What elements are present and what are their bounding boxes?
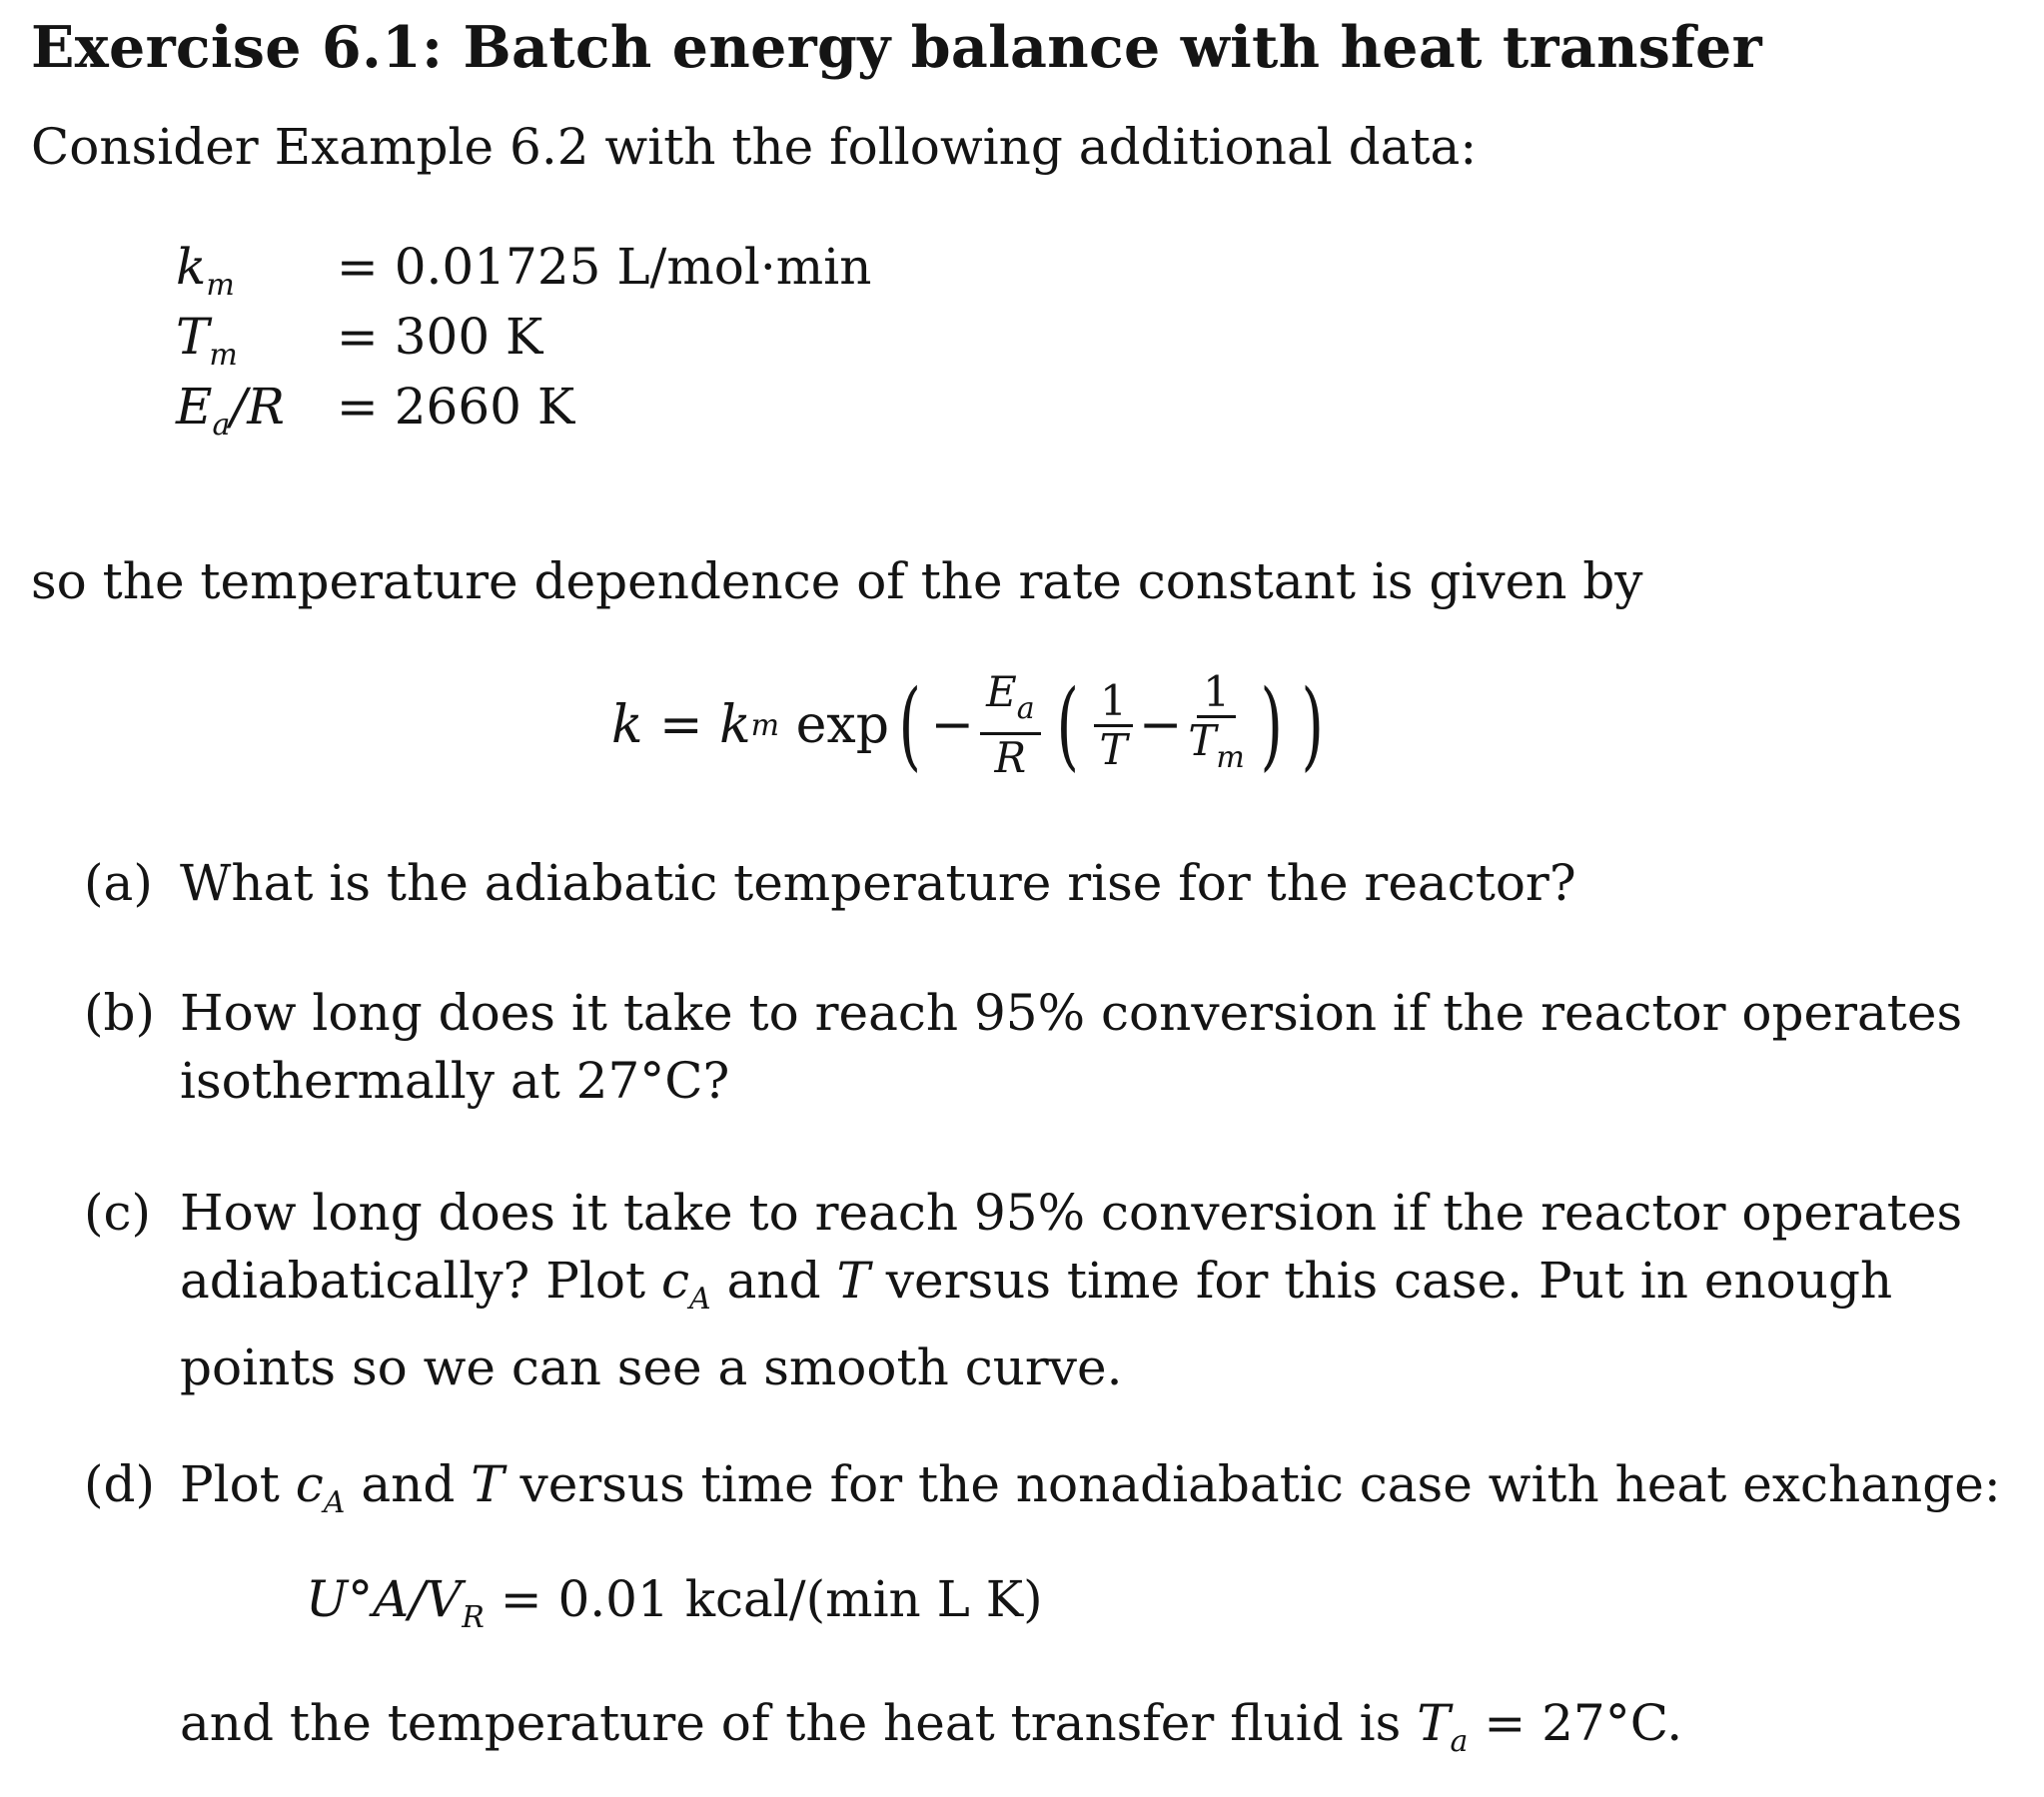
part-label: (a): [84, 854, 153, 912]
part-text: How long does it take to reach 95% conversion if the reactor operates adiabatically? Plot $c_A$ and T versus time for this case. Put in enough points so we can see a smooth curve.: [180, 1184, 1963, 1396]
data-symbol: $T_m$: [176, 308, 238, 373]
part-text: What is the adiabatic temperature rise for the reactor?: [180, 854, 1576, 912]
data-value: = 2660 K: [336, 378, 575, 436]
formula-minus: −: [930, 695, 975, 755]
formula-paren: (: [898, 669, 922, 781]
heat-exchange-equation: $U^\circ A/V_R = 0.01$ kcal/(min L K): [306, 1570, 1043, 1635]
formula-exp: exp: [795, 695, 890, 755]
formula-paren: ): [1301, 669, 1325, 781]
intro-text: Consider Example 6.2 with the following additional data:: [31, 118, 1478, 176]
frac-one-t: $\frac{1}{T}$: [1094, 678, 1133, 773]
rate-constant-formula: [611, 669, 1334, 781]
fluid-temperature-text: and the temperature of the heat transfer fluid is $T_a = 27^\circ C$.: [180, 1694, 1683, 1759]
data-row-km: [176, 232, 871, 302]
data-symbol: $E_a/R$: [176, 378, 285, 443]
given-data-list: [176, 232, 871, 442]
formula-lhs: k: [611, 695, 643, 755]
formula-km: k: [719, 695, 751, 755]
formula-km-sub: m: [750, 707, 780, 743]
part-text: How long does it take to reach 95% conversion if the reactor operates isothermally at 27°C?: [180, 984, 1963, 1110]
data-row-tm: [176, 302, 871, 372]
formula-minus: −: [1138, 695, 1183, 755]
formula-equals: =: [659, 695, 703, 755]
part-label: (d): [84, 1455, 156, 1513]
data-value: = 0.01725 L/mol·min: [336, 238, 872, 296]
part-label: (c): [84, 1184, 152, 1242]
data-symbol: $k_m$: [176, 238, 235, 303]
part-label: (b): [84, 984, 156, 1042]
formula-paren: ): [1260, 669, 1283, 781]
data-row-ear: [176, 372, 871, 442]
formula-paren: (: [1056, 669, 1079, 781]
exercise-title: Exercise 6.1: Batch energy balance with heat transfer: [31, 14, 1762, 81]
part-text: Plot $c_A$ and T versus time for the nonadiabatic case with heat exchange:: [180, 1455, 2001, 1520]
data-value: = 300 K: [336, 308, 543, 366]
frac-one-tm: $\frac{1}{T_m}$: [1188, 667, 1245, 775]
frac-ea-r: $\frac{E_a}{R}$: [980, 669, 1041, 781]
dependence-text: so the temperature dependence of the rate constant is given by: [31, 552, 1643, 610]
